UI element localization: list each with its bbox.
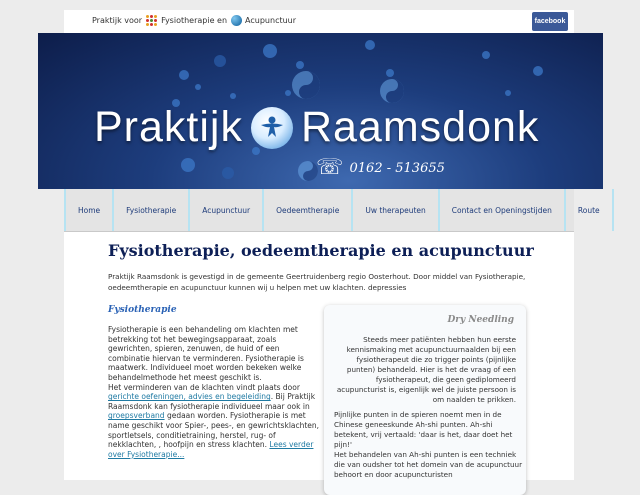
header-banner: [38, 33, 603, 189]
tagline-prefix: Praktijk voor: [92, 16, 143, 25]
phone-number[interactable]: [316, 157, 445, 179]
tagline: [92, 15, 296, 26]
phone-icon: ☏: [316, 155, 344, 180]
fysio-text: [108, 325, 320, 459]
link-groepsverband[interactable]: groepsverband: [108, 411, 165, 421]
link-oefeningen[interactable]: gerichte oefeningen, advies en begeleiding: [108, 392, 271, 402]
brand-left: Praktijk: [94, 103, 243, 151]
figure-circle-logo: [251, 107, 293, 149]
fysio-heading: Fysiotherapie: [108, 305, 177, 315]
colored-dots-icon: [146, 15, 157, 26]
nav-oedeemtherapie[interactable]: Oedeemtherapie: [264, 189, 353, 231]
nav-route[interactable]: Route: [566, 189, 614, 231]
dry-needling-body-2: Het behandelen van Ah-shi punten is een techniek die van oudsher tot het domein van de acupunctuur behoort en door acupuncturisten: [334, 450, 523, 479]
nav-home[interactable]: Home: [64, 189, 114, 231]
facebook-button[interactable]: facebook: [532, 12, 568, 31]
dry-needling-body-1: Pijnlijke punten in de spieren noemt men in de Chinese geneeskunde Ah-shi punten. Ah-shi betekent, vrij vertaald: 'daar is het, daar doet het pijn!': [334, 410, 513, 449]
nav-acupunctuur[interactable]: Acupunctuur: [190, 189, 264, 231]
nav-fysiotherapie[interactable]: Fysiotherapie: [114, 189, 190, 231]
water-drop-icon: [231, 15, 242, 26]
dry-needling-heading: Dry Needling: [447, 315, 514, 325]
fysio-text-2: Het verminderen van de klachten vindt plaats door: [108, 382, 300, 392]
dry-needling-body: [334, 410, 524, 480]
tagline-acu: Acupunctuur: [245, 16, 297, 25]
site-logo[interactable]: [94, 103, 539, 152]
main-content: [64, 232, 574, 480]
dry-needling-quote: Steeds meer patiënten hebben hun eerste kennismaking met acupunctuurnaalden bij een fysiotherapeut die zo trigger points (pijnlijke punten) behandeld. Hier is het de vraag of een fysiotherapeut, die geen gediplomeerd acupuncturist is, eigenlijk wel de juiste persoon is om naalden te prikken.: [336, 335, 516, 404]
top-strip: [64, 10, 574, 35]
link-lees-verder[interactable]: Lees verder over Fysiotherapie...: [108, 440, 314, 459]
phone-text: 0162 - 513655: [349, 160, 445, 176]
main-nav: [64, 189, 600, 232]
nav-therapeuten[interactable]: Uw therapeuten: [353, 189, 439, 231]
page-title: Fysiotherapie, oedeemtherapie en acupunctuur: [108, 241, 534, 260]
intro-text: Praktijk Raamsdonk is gevestigd in de gemeente Geertruidenberg regio Oosterhout. Door middel van Fysiotherapie, oedeemtherapie en acupunctuur kunnen wij u helpen met uw klachten. depressies: [108, 272, 526, 292]
nav-contact[interactable]: Contact en Openingstijden: [440, 189, 566, 231]
fysio-text-3: . Bij Praktijk Raamsdonk kan fysiotherapie individueel maar ook in: [108, 392, 316, 411]
tagline-fysio: Fysiotherapie en: [161, 16, 228, 25]
brand-right: Raamsdonk: [300, 103, 540, 151]
fysio-text-4: gedaan worden. Fysiotherapie is met name geschikt voor Spier-, pees-, en gewrichtsklachten, sportletsels, conditietraining, herstel, rug- of nekklachten, , hoofpijn en stress klachten.: [108, 411, 320, 450]
fysio-text-1: Fysiotherapie is een behandeling om klachten met betrekking tot het bewegingsapparaat, zoals gewrichten, spieren, zenuwen, de huid of een combinatie hiervan te verminderen. Fysiotherapie is maatwerk. Individueel moet worden bekeken welke behandelmethode het meest geschikt is.: [108, 325, 304, 382]
dry-needling-panel: [324, 305, 526, 495]
